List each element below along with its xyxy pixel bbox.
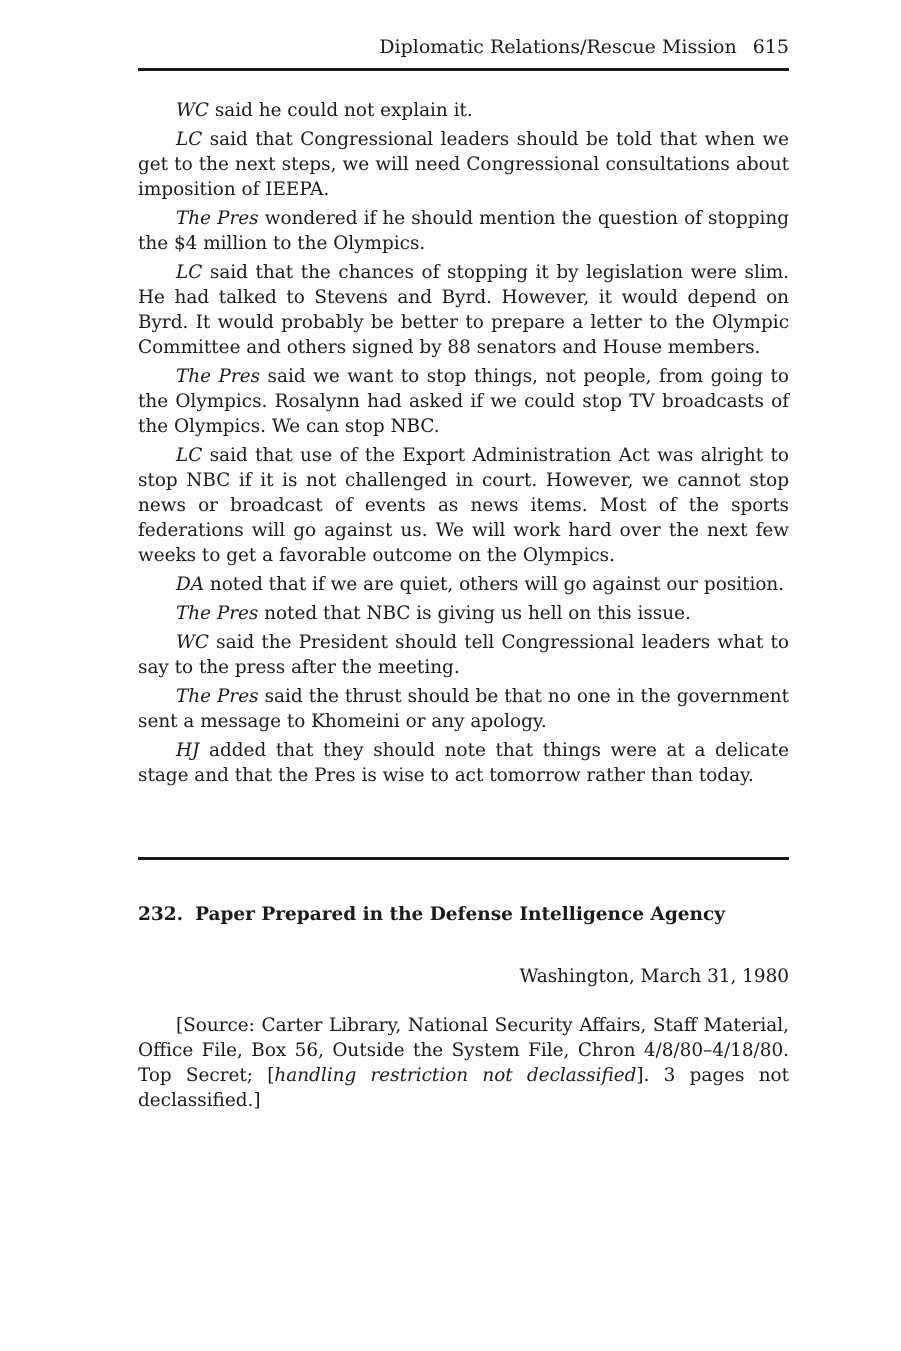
speaker: LC [176,262,203,283]
running-head [379,36,789,58]
paragraph-text: said we want to stop things, not people, from going to the Olympics. Rosalynn had asked if we could stop TV broadcasts of the Olympics. We can stop NBC. [138,366,789,437]
header-rule [138,68,789,71]
paragraph-text: noted that NBC is giving us hell on this issue. [258,603,691,624]
speaker: WC [176,100,209,121]
paragraph [138,738,789,788]
paragraph-text: noted that if we are quiet, others will go against our position. [204,574,785,595]
paragraph [138,684,789,734]
paragraph [138,260,789,360]
running-title: Diplomatic Relations/Rescue Mission [379,36,737,58]
document-title: Paper Prepared in the Defense Intelligence Agency [195,904,726,925]
source-note [138,1013,789,1113]
paragraph [138,127,789,202]
paragraph-text: said the President should tell Congressional leaders what to say to the press after the meeting. [138,632,789,678]
paragraph [138,572,789,597]
dateline: Washington, March 31, 1980 [519,966,789,987]
source-text-end: ]. 3 pages not declassified.] [138,1065,790,1111]
paragraph [138,206,789,256]
paragraph-text: said he could not explain it. [208,100,473,121]
paragraph-text: added that they should note that things were at a delicate stage and that the Pres is wise to act tomorrow rather than today. [138,740,789,786]
paragraph [138,601,789,626]
paragraph-text: said that use of the Export Administration Act was alright to stop NBC if it is not challenged in court. However, we cannot stop news or broadcast of events as news items. Most of the sports federations will go against us. We will work hard over the next few weeks to get a favorable outcome on the Olympics. [138,445,789,566]
meeting-notes [138,98,789,792]
speaker: LC [176,445,203,466]
document-number: 232. [138,904,184,925]
paragraph [138,98,789,123]
document-heading [138,904,725,925]
speaker: HJ [176,740,200,761]
paragraph-text: wondered if he should mention the question of stopping the $4 million to the Olympics. [138,208,789,254]
speaker: The Pres [176,686,259,707]
paragraph-text: said that the chances of stopping it by legislation were slim. He had talked to Stevens and Byrd. However, it would depend on Byrd. It would probably be better to prepare a letter to the Olympic Committee and others signed by 88 senators and House members. [138,262,789,358]
speaker: WC [176,632,209,653]
paragraph [138,364,789,439]
paragraph-text: said that Congressional leaders should be told that when we get to the next steps, we will need Congressional consultations about imposition of IEEPA. [138,129,789,200]
source-text: [Source: Carter Library, National Security Affairs, Staff Material, Office File, Box 56, Outside the System File, Chron 4/8/80–4/18/80. Top Secret; [ [138,1015,789,1086]
speaker: The Pres [176,603,259,624]
speaker: DA [176,574,205,595]
source-italic: handling restriction not declassified [274,1065,637,1086]
speaker: The Pres [176,366,261,387]
paragraph-text: said the thrust should be that no one in the government sent a message to Khomeini or any apology. [138,686,789,732]
section-rule [138,857,789,860]
speaker: LC [176,129,203,150]
paragraph [138,630,789,680]
speaker: The Pres [176,208,259,229]
paragraph [138,443,789,568]
page-number: 615 [752,36,789,58]
